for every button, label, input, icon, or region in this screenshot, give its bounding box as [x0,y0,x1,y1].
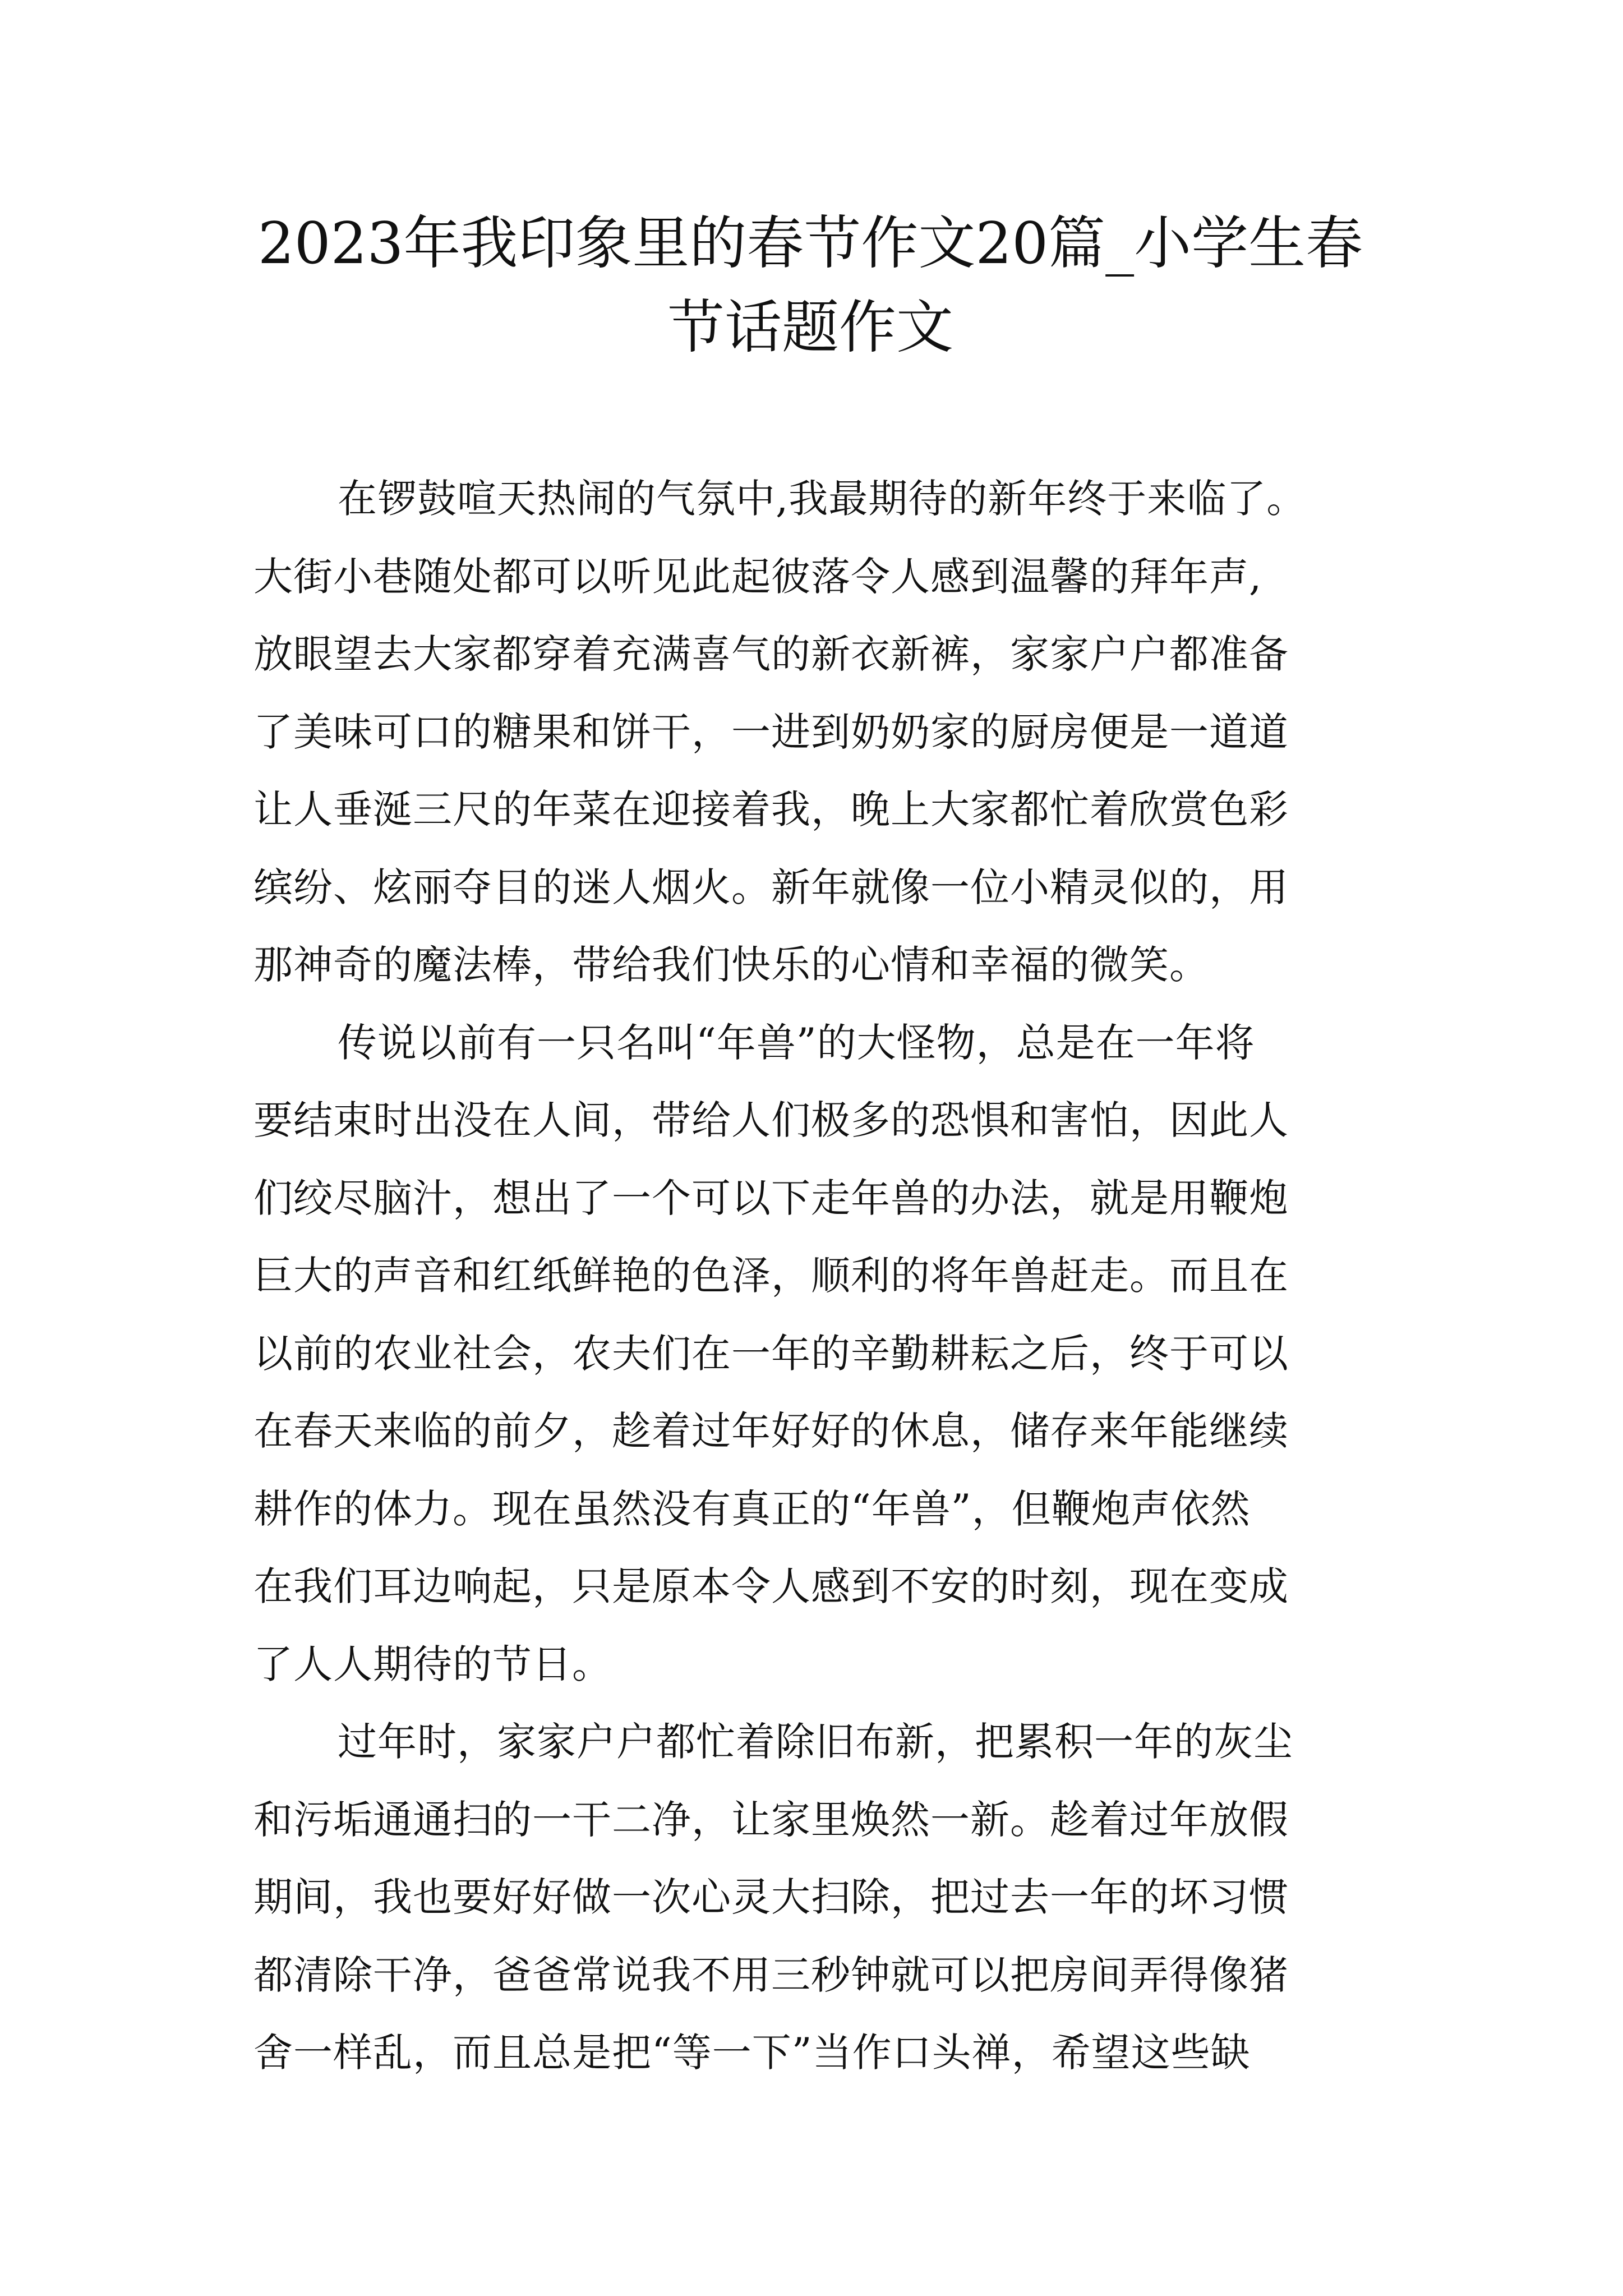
text-line: 在锣鼓喧天热闹的气氛中,我最期待的新年终于来临了。 [338,476,1307,522]
title-line-2: 节话题作文 [667,295,953,361]
text-line: 了人人期待的节日。 [253,1641,612,1687]
text-line: 在春天来临的前夕，趁着过年好好的休息，储存来年能继续 [253,1408,1289,1454]
text-line: 巨大的声音和红纸鲜艳的色泽，顺利的将年兽赶走。而且在 [253,1253,1289,1299]
text-line: 舍一样乱，而且总是把“等一下”当作口头禅，希望这些缺 [253,2030,1251,2076]
text-line: 在我们耳边响起，只是原本令人感到不安的时刻，现在变成 [253,1563,1289,1609]
text-line: 缤纷、炫丽夺目的迷人烟火。新年就像一位小精灵似的，用 [253,864,1289,910]
document-title [224,202,1396,370]
text-line: 都清除干净，爸爸常说我不用三秒钟就可以把房间弄得像猪 [253,1952,1289,1998]
text-line: 耕作的体力。现在虽然没有真正的“年兽”，但鞭炮声依然 [253,1485,1251,1532]
text-line: 以前的农业社会，农夫们在一年的辛勤耕耘之后，终于可以 [253,1330,1289,1377]
paragraph-1 [253,460,1398,1004]
text-line: 要结束时出没在人间，带给人们极多的恐惧和害怕，因此人 [253,1097,1289,1143]
text-line: 传说以前有一只名叫“年兽”的大怪物，总是在一年将 [338,1019,1255,1066]
text-line: 大街小巷随处都可以听见此起彼落令人感到温馨的拜年声, [253,553,1262,600]
text-line: 过年时，家家户户都忙着除旧布新，把累积一年的灰尘 [338,1719,1293,1765]
title-line-1: 2023年我印象里的春节作文20篇_小学生春 [257,210,1363,277]
text-line: 期间，我也要好好做一次心灵大扫除，把过去一年的坏习惯 [253,1874,1289,1920]
text-line: 和污垢通通扫的一干二净，让家里焕然一新。趁着过年放假 [253,1796,1289,1843]
text-line: 那神奇的魔法棒，带给我们快乐的心情和幸福的微笑。 [253,942,1209,988]
text-line: 让人垂涎三尺的年菜在迎接着我，晚上大家都忙着欣赏色彩 [253,786,1289,832]
document-body [253,460,1398,2092]
text-line: 放眼望去大家都穿着充满喜气的新衣新裤，家家户户都准备 [253,631,1289,677]
text-line: 们绞尽脑汁，想出了一个可以下走年兽的办法，就是用鞭炮 [253,1175,1289,1221]
paragraph-2 [253,1004,1398,1704]
paragraph-3 [253,1703,1398,2092]
text-line: 了美味可口的糖果和饼干，一进到奶奶家的厨房便是一道道 [253,708,1289,755]
